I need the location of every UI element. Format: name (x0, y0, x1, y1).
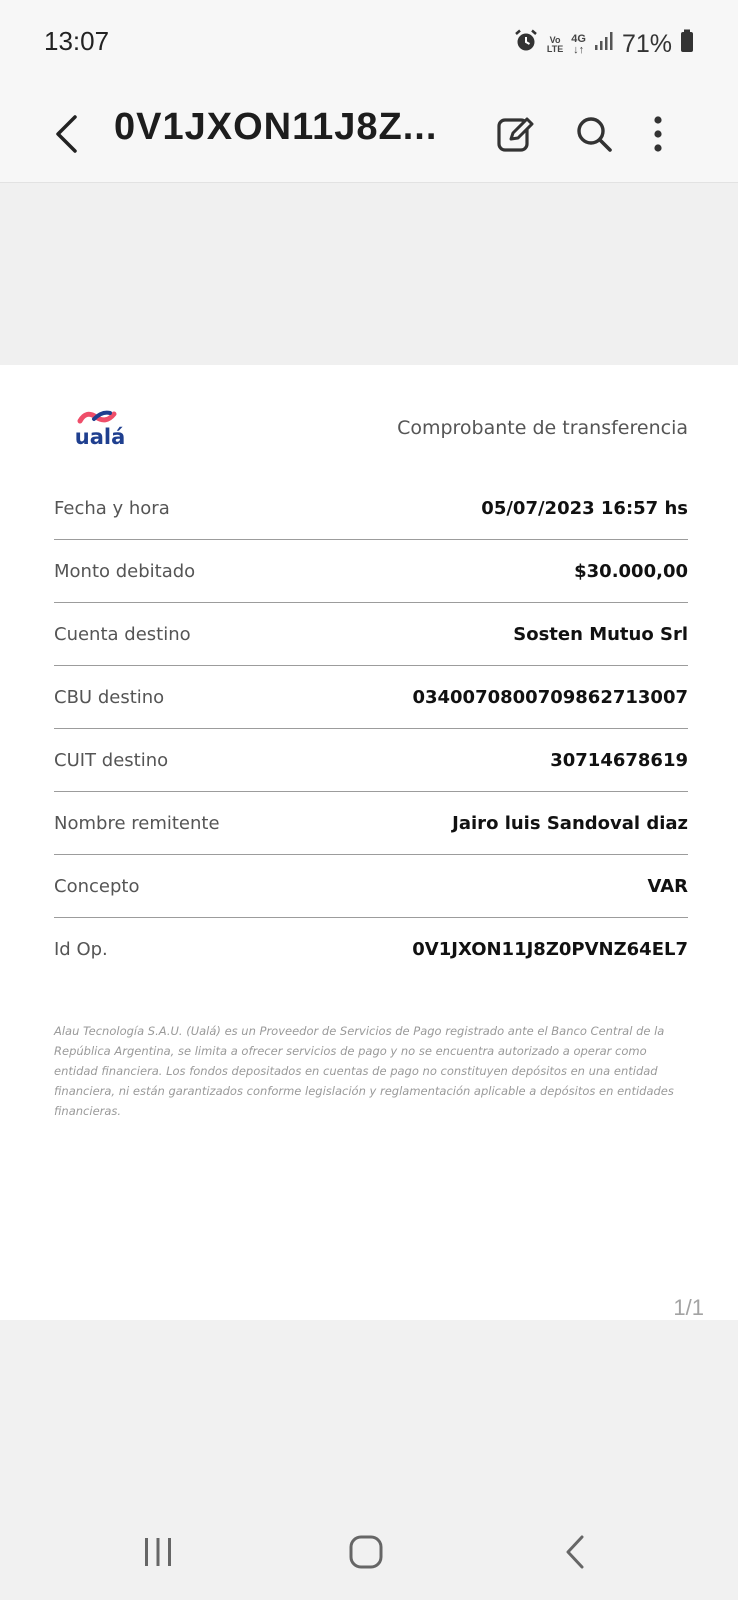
row-label: Cuenta destino (54, 623, 191, 645)
back-nav-icon (564, 1534, 586, 1570)
back-button[interactable] (46, 104, 86, 164)
row-value: 30714678619 (550, 749, 688, 771)
signal-icon (594, 30, 614, 59)
row-value: 0340070800709862713007 (412, 686, 688, 708)
battery-percent: 71% (621, 30, 672, 58)
recents-button[interactable] (128, 1530, 188, 1574)
row-value: $30.000,00 (574, 560, 688, 582)
row-nombre-remitente (54, 792, 688, 855)
back-icon (53, 114, 79, 154)
edit-icon (496, 114, 536, 154)
row-cuit-destino (54, 729, 688, 792)
row-id-op (54, 918, 688, 980)
volte-icon (547, 36, 563, 54)
alarm-icon (513, 28, 539, 61)
document-page[interactable] (0, 365, 738, 1320)
legal-disclaimer: Alau Tecnología S.A.U. (Ualá) es un Proveedor de Servicios de Pago registrado ante el Banco Central de la República Argentina, se limita a ofrecer servicios de pago y no se encuentra autorizado a operar como entidad financiera. Los fondos depositados en cuentas de pago no constituyen depósitos en una entidad financiera, ni están garantizados conforme legislación y reglamentación aplicable a depósitos en entidades financieras. (54, 1024, 674, 1118)
row-fecha-hora (54, 477, 688, 540)
more-icon (652, 114, 664, 154)
row-label: Id Op. (54, 938, 108, 960)
battery-icon (680, 29, 694, 60)
nav-back-button[interactable] (545, 1530, 605, 1574)
status-icons (513, 28, 694, 61)
row-label: CBU destino (54, 686, 165, 708)
row-value: Sosten Mutuo Srl (513, 623, 688, 645)
row-value: 0V1JXON11J8Z0PVNZ64EL7 (412, 938, 688, 960)
row-label: Concepto (54, 875, 140, 897)
more-options-button[interactable] (630, 104, 686, 164)
search-icon (574, 114, 614, 154)
row-label: Fecha y hora (54, 497, 170, 519)
row-value: Jairo luis Sandoval diaz (452, 812, 688, 834)
row-label: Monto debitado (54, 560, 196, 582)
recents-icon (142, 1536, 174, 1568)
row-concepto (54, 855, 688, 918)
row-cuenta-destino (54, 603, 688, 666)
row-monto-debitado (54, 540, 688, 603)
uala-logo (64, 407, 136, 447)
data-arrows: ↓↑ (573, 43, 585, 56)
receipt-title: Comprobante de transferencia (397, 417, 688, 439)
volte-line1: Vo (549, 34, 561, 45)
row-label: Nombre remitente (54, 812, 220, 834)
navigation-bar (0, 1500, 738, 1600)
status-bar (0, 0, 738, 88)
network-label: 4G (571, 32, 586, 45)
viewer-background (0, 183, 738, 365)
edit-button[interactable] (488, 104, 544, 164)
row-label: CUIT destino (54, 749, 169, 771)
network-4g-icon (571, 34, 586, 56)
status-time: 13:07 (44, 26, 110, 56)
brand-name: ualá (74, 425, 126, 447)
home-icon (348, 1534, 384, 1570)
row-value: VAR (647, 875, 688, 897)
volte-line2: LTE (546, 43, 564, 54)
page-indicator: 1/1 (673, 1295, 704, 1320)
receipt-details (54, 477, 688, 980)
app-bar (0, 88, 738, 183)
search-button[interactable] (566, 104, 622, 164)
home-button[interactable] (336, 1530, 396, 1574)
row-cbu-destino (54, 666, 688, 729)
document-title: 0V1JXON11J8Z... (114, 106, 438, 148)
row-value: 05/07/2023 16:57 hs (481, 497, 688, 519)
